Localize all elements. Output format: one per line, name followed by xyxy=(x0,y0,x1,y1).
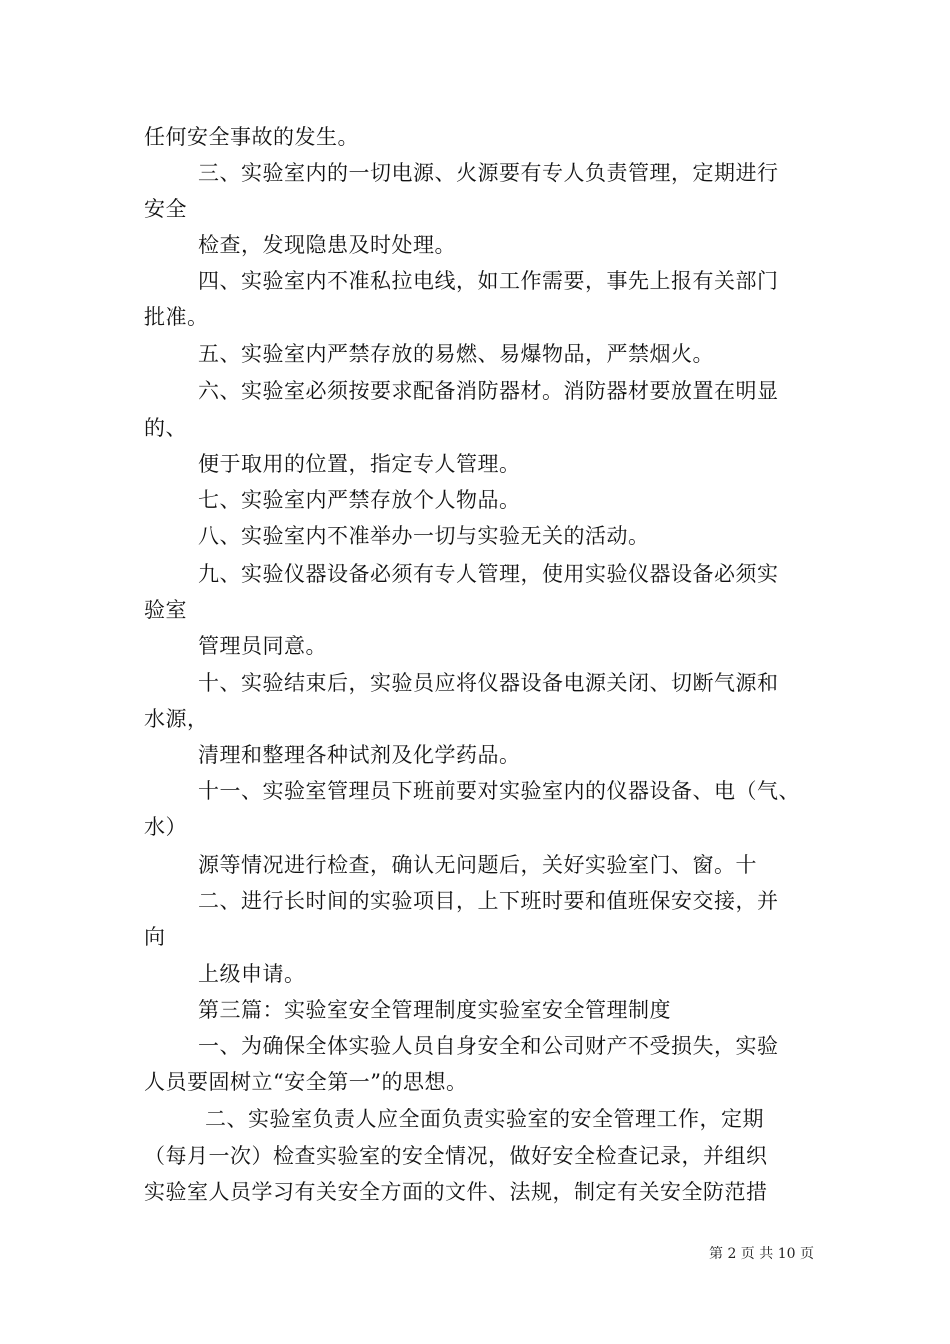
text-line: 七、实验室内严禁存放个人物品。 xyxy=(198,488,521,512)
text-line: 的、 xyxy=(144,416,187,440)
text-line: 管理员同意。 xyxy=(198,634,327,658)
text-line: 八、实验室内不准举办一切与实验无关的活动。 xyxy=(198,524,650,548)
text-line: 源等情况进行检查，确认无问题后，关好实验室门、窗。十 xyxy=(198,853,757,877)
text-line: 五、实验室内严禁存放的易燃、易爆物品，严禁烟火。 xyxy=(198,342,714,366)
text-line: 水源， xyxy=(144,707,209,731)
text-line: 实验室人员学习有关安全方面的文件、法规，制定有关安全防范措 xyxy=(144,1180,768,1204)
text-line: 水） xyxy=(144,815,187,839)
text-line: 十、实验结束后，实验员应将仪器设备电源关闭、切断气源和 xyxy=(198,671,779,695)
text-line: 安全 xyxy=(144,197,187,221)
text-line: 一、为确保全体实验人员自身安全和公司财产不受损失，实验 xyxy=(198,1034,779,1058)
text-line: 检查，发现隐患及时处理。 xyxy=(198,233,456,257)
text-line: （每月一次）检查实验室的安全情况，做好安全检查记录，并组织 xyxy=(144,1144,768,1168)
text-line: 四、实验室内不准私拉电线，如工作需要，事先上报有关部门 xyxy=(198,269,779,293)
page-number: 第 2 页 共 10 页 xyxy=(709,1246,814,1262)
text-line: 验室 xyxy=(144,598,187,622)
text-line: 二、进行长时间的实验项目，上下班时要和值班保安交接，并 xyxy=(198,889,779,913)
text-line: 任何安全事故的发生。 xyxy=(144,125,359,149)
text-line: 九、实验仪器设备必须有专人管理，使用实验仪器设备必须实 xyxy=(198,562,779,586)
text-line: 批准。 xyxy=(144,305,209,329)
text-line: 清理和整理各种试剂及化学药品。 xyxy=(198,743,521,767)
text-line: 向 xyxy=(144,925,166,949)
text-line: 便于取用的位置，指定专人管理。 xyxy=(198,452,521,476)
text-line: 人员要固树立“安全第一”的思想。 xyxy=(144,1070,468,1094)
text-line: 三、实验室内的一切电源、火源要有专人负责管理，定期进行 xyxy=(198,161,779,185)
text-line: 二、实验室负责人应全面负责实验室的安全管理工作，定期 xyxy=(205,1107,764,1131)
section-heading: 第三篇：实验室安全管理制度实验室安全管理制度 xyxy=(198,998,671,1022)
text-line: 上级申请。 xyxy=(198,962,306,986)
text-line: 六、实验室必须按要求配备消防器材。消防器材要放置在明显 xyxy=(198,379,779,403)
text-line: 十一、实验室管理员下班前要对实验室内的仪器设备、电（气、 xyxy=(198,779,800,803)
